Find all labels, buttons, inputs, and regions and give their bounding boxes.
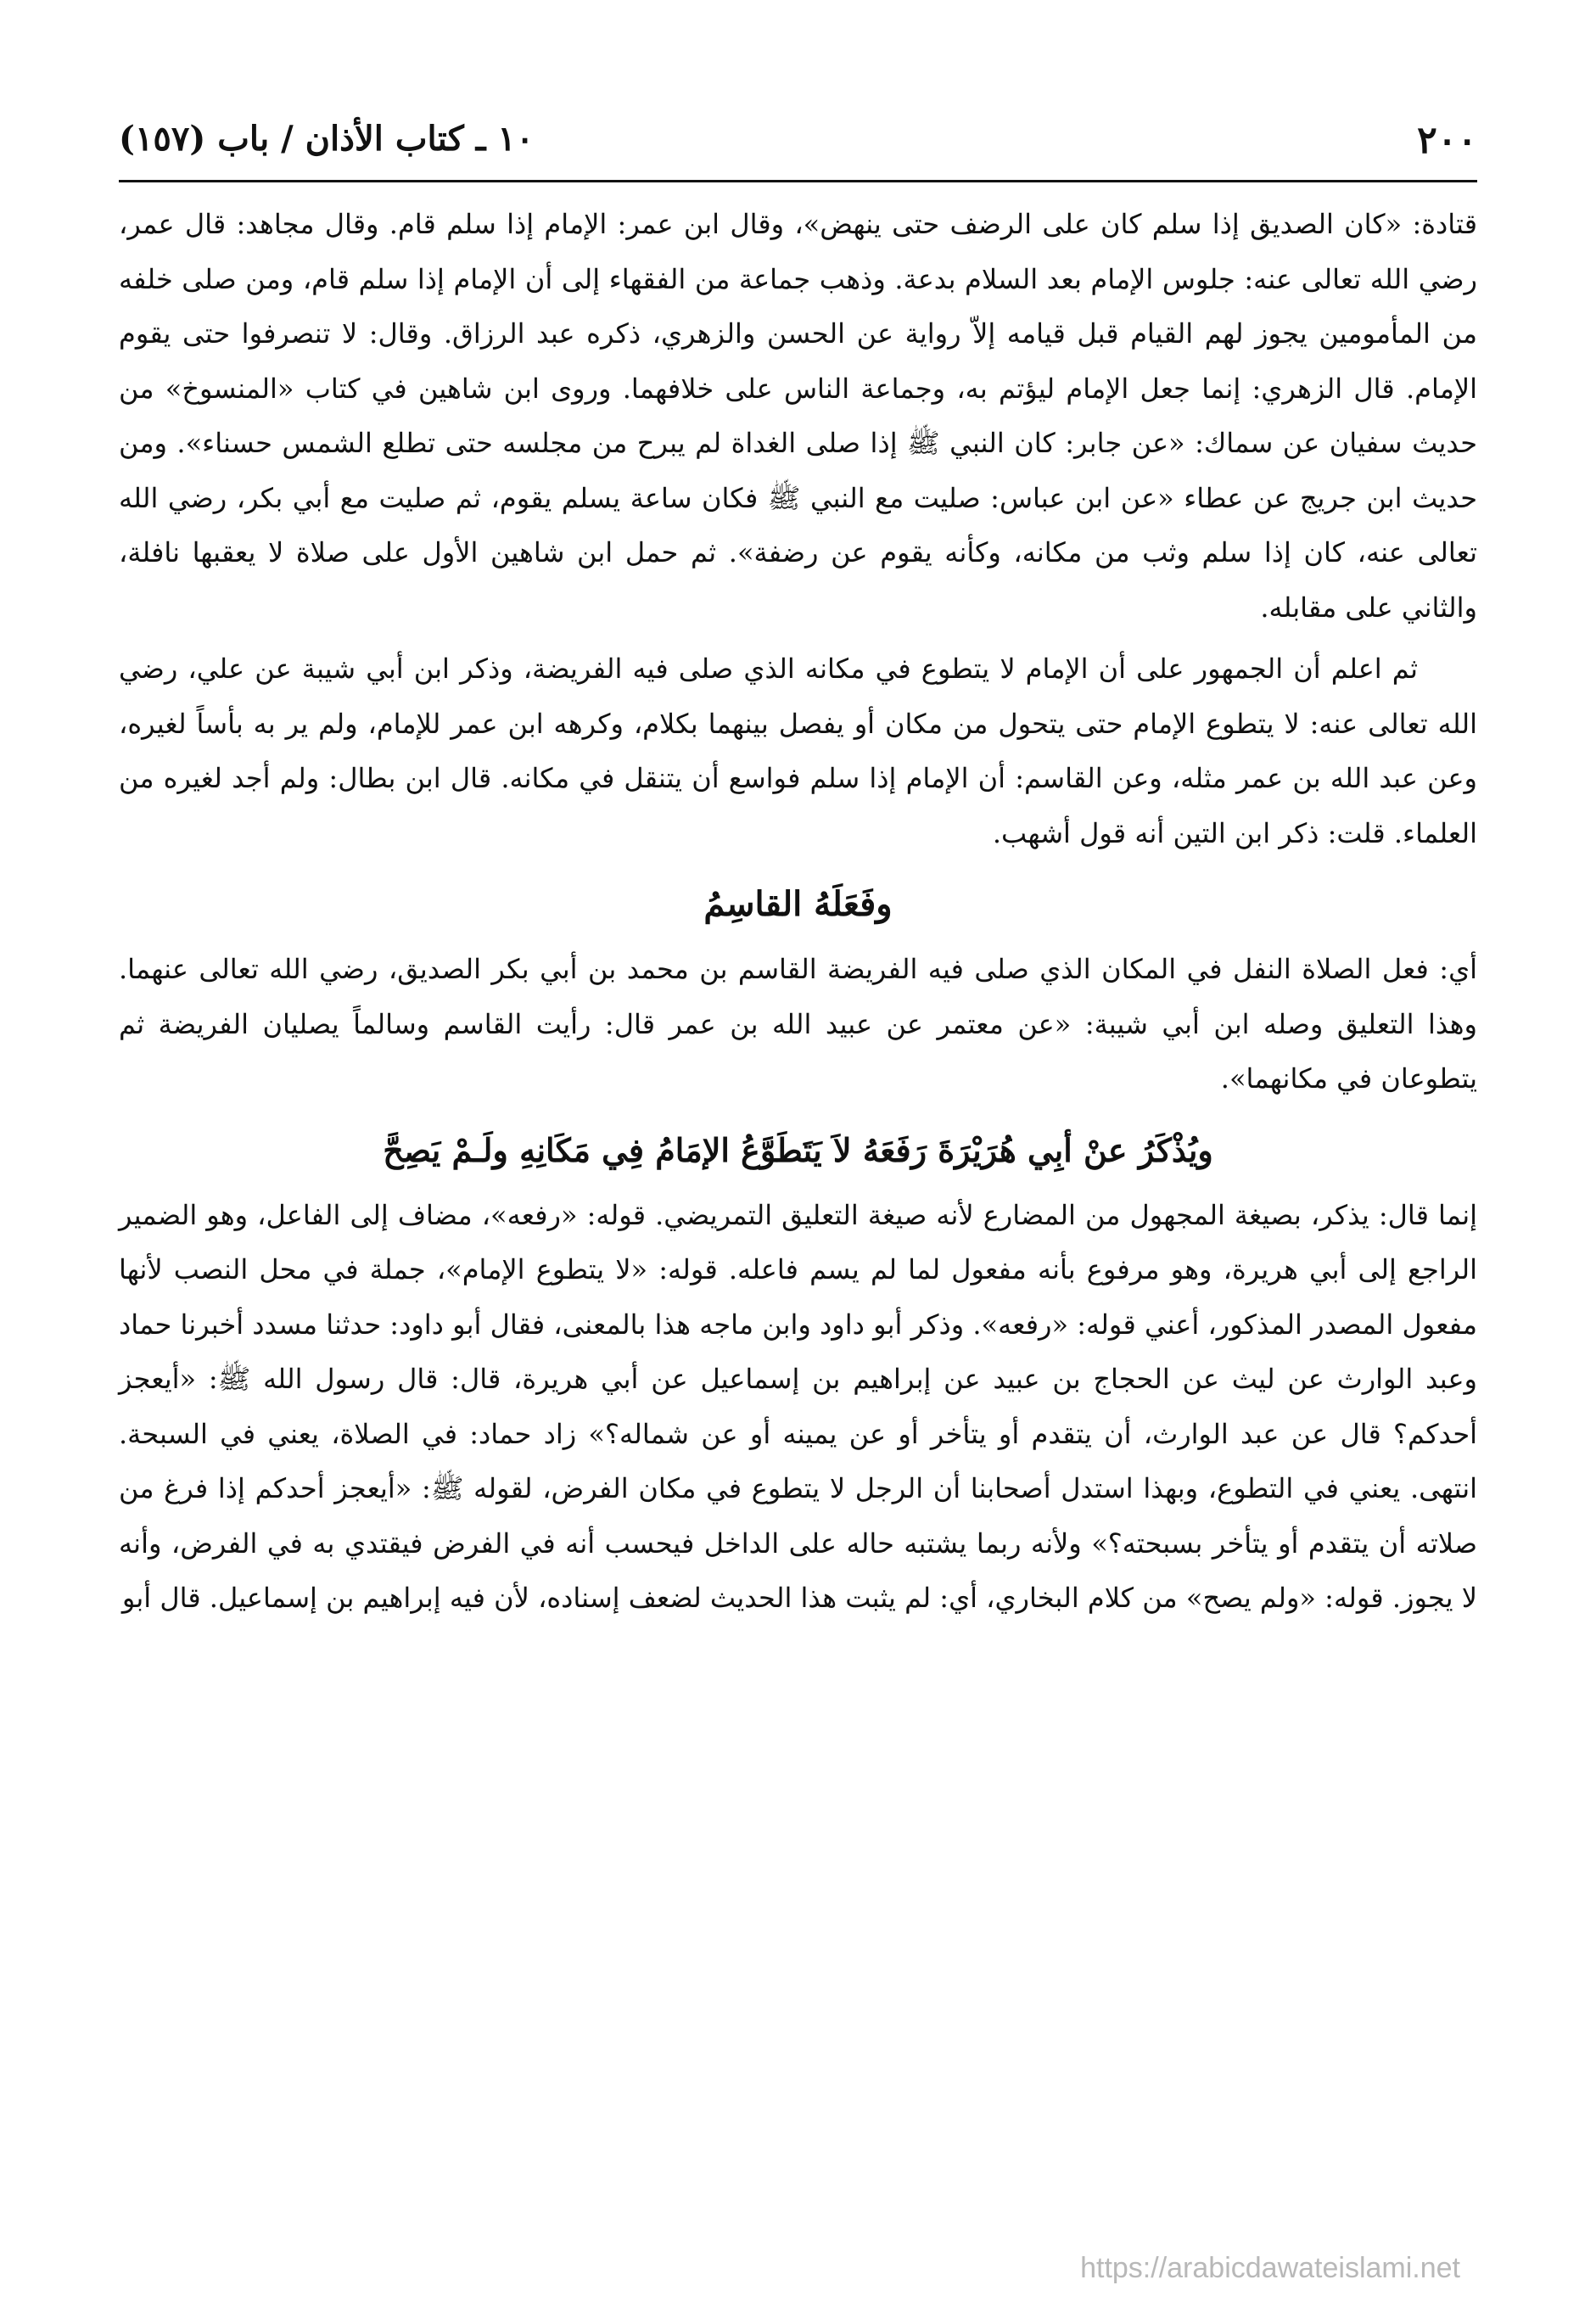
- page-header: [119, 102, 1477, 178]
- paragraph: ثم اعلم أن الجمهور على أن الإمام لا يتطوع في مكانه الذي صلى فيه الفريضة، وذكر ابن أبي شيبة عن علي، رضي الله تعالى عنه: لا يتطوع الإمام حتى يتحول من مكان أو يفصل بينهما بكلام، وكرهه ابن عمر للإمام، ولم ير به بأساً لغيره، وعن عبد الله بن عمر مثله، وعن القاسم: أن الإمام إذا سلم فواسع أن يتنقل في مكانه. قال ابن بطال: ولم أجد لغيره من العلماء. قلت: ذكر ابن التين أنه قول أشهب.: [119, 653, 1477, 849]
- header-divider: [119, 180, 1477, 182]
- paragraph: أي: فعل الصلاة النفل في المكان الذي صلى فيه الفريضة القاسم بن محمد بن أبي بكر الصديق، رضي الله تعالى عنهما. وهذا التعليق وصله ابن أبي شيبة: «عن معتمر عن عبيد الله بن عمر قال: رأيت القاسم وسالماً يصليان الفريضة ثم يتطوعان في مكانهما».: [119, 953, 1478, 1095]
- paragraph: إنما قال: يذكر، بصيغة المجهول من المضارع لأنه صيغة التعليق التمريضي. قوله: «رفعه»، مضاف إلى الفاعل، وهو الضمير الراجع إلى أبي هريرة، وهو مرفوع بأنه مفعول لما لم يسم فاعله. قوله: «لا يتطوع الإمام»، جملة في محل النصب لأنها مفعول المصدر المذكور، أعني قوله: «رفعه». وذكر أبو داود وابن ماجه هذا بالمعنى، فقال أبو داود: حدثنا مسدد أخبرنا حماد وعبد الوارث عن ليث عن الحجاج بن عبيد عن إبراهيم بن إسماعيل عن أبي هريرة، قال: قال رسول الله ﷺ: «أيعجز أحدكم؟ قال عن عبد الوارث، أن يتقدم أو يتأخر أو عن يمينه أو عن شماله؟» زاد حماد: في الصلاة، يعني في السبحة. انتهى. يعني في التطوع، وبهذا استدل أصحابنا أن الرجل لا يتطوع في مكان الفرض، لقوله ﷺ: «أيعجز أحدكم إذا فرغ من صلاته أن يتقدم أو يتأخر بسبحته؟» ولأنه ربما يشتبه حاله على الداخل فيحسب أنه في الفرض فيقتدي به في الفرض، وأنه لا يجوز. قوله: «ولم يصح» من كلام البخاري، أي: لم يثبت هذا الحديث لضعف إسناده، لأن فيه إبراهيم بن إسماعيل. قال أبو: [119, 1198, 1478, 1614]
- section-heading: وفَعَلَهُ القاسِمُ: [703, 884, 893, 924]
- running-title: ١٠ ـ كتاب الأذان / باب (١٥٧): [119, 119, 535, 159]
- main-text: [119, 197, 1477, 1633]
- paragraph: قتادة: «كان الصديق إذا سلم كان على الرضف حتى ينهض»، وقال ابن عمر: الإمام إذا سلم قام. وقال مجاهد: قال عمر، رضي الله تعالى عنه: جلوس الإمام بعد السلام بدعة. وذهب جماعة من الفقهاء إلى أن الإمام إذا سلم قام، ومن صلى خلفه من المأمومين يجوز لهم القيام قبل قيامه إلاّ رواية عن الحسن والزهري، ذكره عبد الرزاق. وقال: لا تنصرفوا حتى يقوم الإمام. قال الزهري: إنما جعل الإمام ليؤتم به، وجماعة الناس على خلافهما. وروى ابن شاهين في كتاب «المنسوخ» من حديث سفيان عن سماك: «عن جابر: كان النبي ﷺ إذا صلى الغداة لم يبرح من مجلسه حتى تطلع الشمس حسناء». ومن حديث ابن جريج عن عطاء «عن ابن عباس: صليت مع النبي ﷺ فكان ساعة يسلم يقوم، ثم صليت مع أبي بكر، رضي الله تعالى عنه، كان إذا سلم وثب من مكانه، وكأنه يقوم عن رضفة». ثم حمل ابن شاهين الأول على صلاة لا يعقبها نافلة، والثاني على مقابله.: [119, 208, 1478, 624]
- page-number: ٢٠٠: [1417, 119, 1477, 162]
- section-heading: ويُذْكَرُ عنْ أبِي هُرَيْرَةَ رَفَعَهُ لاَ يَتَطَوَّعُ الإمَامُ فِي مَكَانِهِ ولَـمْ يَصِحَّ: [383, 1130, 1213, 1169]
- watermark: https://arabicdawateislami.net: [1080, 2252, 1460, 2284]
